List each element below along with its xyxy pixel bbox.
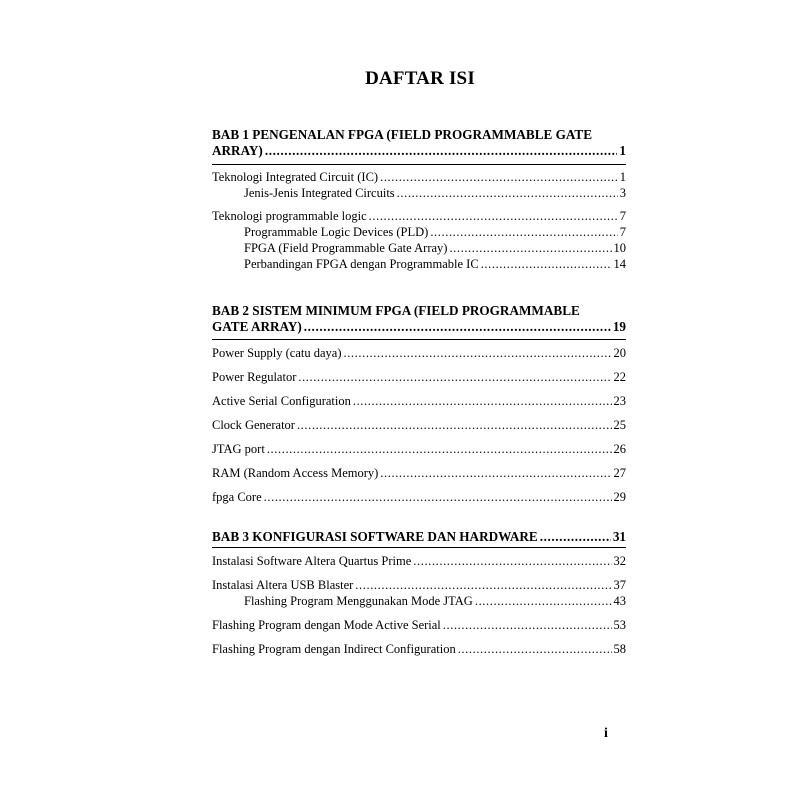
toc-entry[interactable] — [212, 489, 626, 505]
entry-page: 27 — [613, 466, 626, 480]
toc-entry[interactable] — [212, 641, 626, 657]
chapter-1-heading[interactable] — [212, 127, 626, 159]
dot-leader — [343, 345, 611, 361]
entry-page: 7 — [619, 209, 626, 223]
entry-page: 29 — [613, 490, 626, 504]
dot-leader — [475, 593, 612, 609]
toc-entry[interactable] — [212, 345, 626, 361]
chapter-2-title-line2: GATE ARRAY) — [212, 319, 302, 334]
entry-title: JTAG port — [212, 442, 265, 456]
entry-title: Teknologi programmable logic — [212, 209, 367, 223]
dot-leader — [369, 208, 618, 224]
entry-page: 25 — [613, 418, 626, 432]
entry-title: Perbandingan FPGA dengan Programmable IC — [244, 257, 479, 271]
dot-leader — [430, 224, 617, 240]
entry-page: 23 — [613, 394, 626, 408]
entry-title: Teknologi Integrated Circuit (IC) — [212, 170, 379, 184]
chapter-1-page: 1 — [619, 143, 626, 158]
dot-leader — [265, 143, 618, 159]
entry-page: 43 — [613, 594, 626, 608]
dot-leader — [413, 553, 611, 569]
chapter-1-title-line2: ARRAY) — [212, 143, 263, 158]
toc-entry[interactable] — [212, 169, 626, 185]
entry-title: Power Regulator — [212, 370, 297, 384]
toc-entry[interactable] — [212, 441, 626, 457]
chapter-2-rule — [212, 339, 626, 340]
entry-title: FPGA (Field Programmable Gate Array) — [244, 241, 448, 255]
entry-title: Active Serial Configuration — [212, 394, 351, 408]
chapter-2-title-line1: BAB 2 SISTEM MINIMUM FPGA (FIELD PROGRAMMABLE — [212, 303, 580, 318]
dot-leader — [298, 369, 611, 385]
dot-leader — [449, 240, 611, 256]
chapter-2-page: 19 — [612, 319, 626, 334]
entry-title: fpga Core — [212, 490, 262, 504]
chapter-1-rule — [212, 164, 626, 165]
chapter-3-page: 31 — [612, 529, 626, 544]
entry-title: Power Supply (catu daya) — [212, 346, 342, 360]
dot-leader — [380, 465, 611, 481]
chapter-3-heading[interactable] — [212, 529, 626, 545]
toc-subentry[interactable] — [212, 593, 626, 609]
entry-page: 1 — [619, 170, 626, 184]
entry-title: RAM (Random Access Memory) — [212, 466, 379, 480]
toc-entry[interactable] — [212, 617, 626, 633]
chapter-3-rule — [212, 547, 626, 548]
entry-page: 58 — [613, 642, 626, 656]
entry-page: 10 — [613, 241, 626, 255]
toc-subentry[interactable] — [212, 224, 626, 240]
toc-subentry[interactable] — [212, 240, 626, 256]
entry-title: Instalasi Altera USB Blaster — [212, 578, 354, 592]
dot-leader — [297, 417, 612, 433]
dot-leader — [540, 529, 611, 545]
chapter-3-title: BAB 3 KONFIGURASI SOFTWARE DAN HARDWARE — [212, 529, 538, 544]
chapter-1-title-line1: BAB 1 PENGENALAN FPGA (FIELD PROGRAMMABLE GATE — [212, 127, 593, 142]
entry-page: 53 — [613, 618, 626, 632]
dot-leader — [397, 185, 618, 201]
dot-leader — [380, 169, 618, 185]
entry-page: 37 — [613, 578, 626, 592]
entry-page: 3 — [619, 186, 626, 200]
entry-title: Instalasi Software Altera Quartus Prime — [212, 554, 412, 568]
dot-leader — [443, 617, 612, 633]
entry-page: 32 — [613, 554, 626, 568]
entry-page: 26 — [613, 442, 626, 456]
entry-title: Jenis-Jenis Integrated Circuits — [244, 186, 395, 200]
page-title: DAFTAR ISI — [365, 68, 475, 89]
toc-entry[interactable] — [212, 553, 626, 569]
entry-page: 14 — [613, 257, 626, 271]
dot-leader — [481, 256, 612, 272]
page-number: i — [604, 726, 608, 741]
dot-leader — [355, 577, 611, 593]
dot-leader — [304, 319, 611, 335]
entry-title: Programmable Logic Devices (PLD) — [244, 225, 429, 239]
entry-page: 7 — [619, 225, 626, 239]
dot-leader — [458, 641, 612, 657]
toc-entry[interactable] — [212, 577, 626, 593]
toc-entry[interactable] — [212, 369, 626, 385]
toc-entry[interactable] — [212, 465, 626, 481]
entry-page: 22 — [613, 370, 626, 384]
dot-leader — [264, 489, 612, 505]
toc-subentry[interactable] — [212, 256, 626, 272]
entry-title: Flashing Program dengan Indirect Configuration — [212, 642, 456, 656]
toc-entry[interactable] — [212, 208, 626, 224]
dot-leader — [353, 393, 612, 409]
dot-leader — [267, 441, 612, 457]
toc-entry[interactable] — [212, 417, 626, 433]
toc-subentry[interactable] — [212, 185, 626, 201]
entry-title: Flashing Program Menggunakan Mode JTAG — [244, 594, 473, 608]
toc-entry[interactable] — [212, 393, 626, 409]
entry-page: 20 — [613, 346, 626, 360]
chapter-2-heading[interactable] — [212, 303, 626, 335]
entry-title: Flashing Program dengan Mode Active Serial — [212, 618, 441, 632]
entry-title: Clock Generator — [212, 418, 295, 432]
